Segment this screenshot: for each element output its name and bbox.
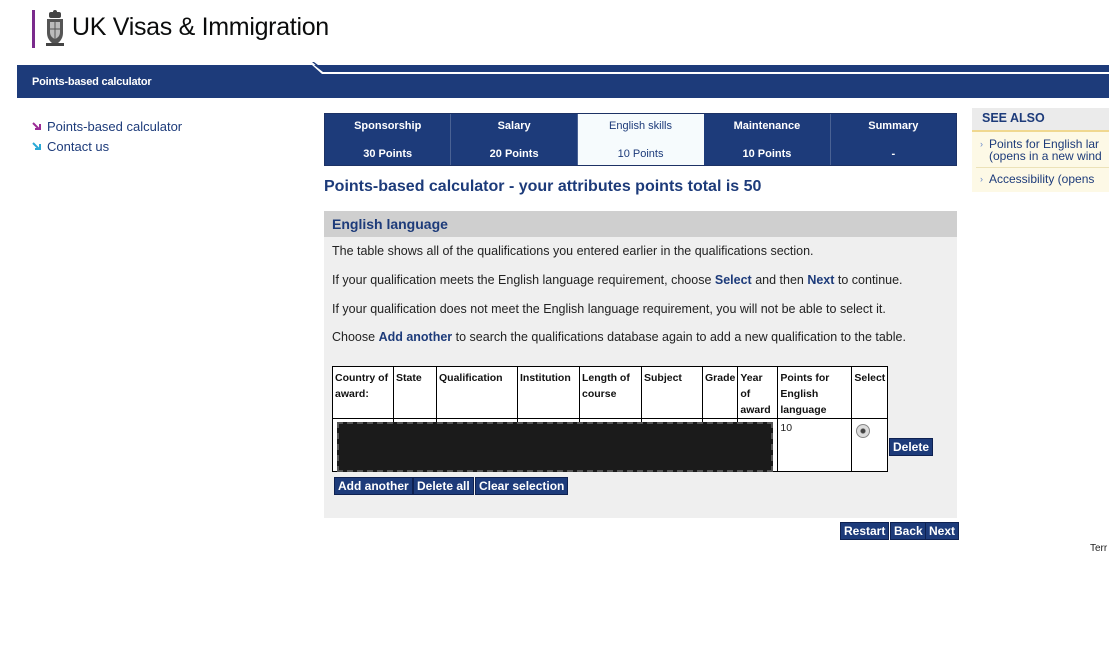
step-name: English skills: [609, 120, 672, 132]
add-another-button[interactable]: Add another: [334, 477, 413, 495]
instruction-text: If your qualification does not meet the English language requirement, you will not be able to select it.: [332, 302, 886, 316]
clear-selection-button[interactable]: Clear selection: [475, 477, 568, 495]
brand-divider: [32, 10, 35, 48]
restart-button[interactable]: Restart: [840, 522, 889, 540]
instruction-text: Choose Add another to search the qualifications database again to add a new qualification to the table.: [332, 330, 906, 344]
chevron-right-icon: ›: [980, 139, 983, 149]
step-points: 30 Points: [363, 148, 413, 160]
column-header: Select: [852, 367, 888, 419]
step-summary[interactable]: [831, 114, 956, 165]
column-header: Grade: [703, 367, 738, 419]
delete-all-button[interactable]: Delete all: [413, 477, 474, 495]
step-sponsorship[interactable]: [325, 114, 451, 165]
see-also-box: [972, 108, 1109, 192]
banner-label: Points-based calculator: [32, 76, 152, 88]
step-points: 10 Points: [617, 148, 664, 160]
step-points: 20 Points: [489, 148, 539, 160]
instruction-text: The table shows all of the qualifications you entered earlier in the qualifications section.: [332, 244, 814, 258]
column-header: Qualification: [437, 367, 518, 419]
step-name: Salary: [497, 120, 531, 132]
footer-terms-link[interactable]: Terr: [1090, 543, 1108, 554]
royal-crest-icon: [42, 9, 68, 49]
select-radio[interactable]: [856, 424, 870, 438]
column-header: Subject: [642, 367, 703, 419]
column-header: Country of award:: [333, 367, 394, 419]
redacted-area: [337, 422, 773, 472]
see-also-link[interactable]: › Points for English lar (opens in a new wind: [980, 138, 1102, 163]
arrow-down-right-icon: [32, 141, 42, 151]
delete-row-button[interactable]: Delete: [889, 438, 933, 456]
step-english-skills[interactable]: [578, 114, 704, 165]
nav-item-points-calculator[interactable]: [32, 116, 182, 136]
column-header: Length of course: [580, 367, 642, 419]
step-points: -: [891, 148, 896, 160]
step-name: Summary: [868, 120, 919, 132]
panel-title: English language: [324, 211, 957, 237]
step-points: 10 Points: [742, 148, 792, 160]
arrow-down-right-icon: [32, 121, 42, 131]
chevron-right-icon: ›: [980, 174, 983, 184]
next-button[interactable]: Next: [925, 522, 959, 540]
step-name: Maintenance: [733, 120, 801, 132]
header-banner: [0, 62, 1109, 98]
column-header: Institution: [518, 367, 580, 419]
see-also-link[interactable]: › Accessibility (opens: [980, 173, 1095, 186]
step-maintenance[interactable]: [704, 114, 830, 165]
table-header-row: [333, 367, 888, 419]
page-title: Points-based calculator - your attributes points total is 50: [324, 178, 762, 195]
site-title[interactable]: UK Visas & Immigration: [72, 13, 329, 41]
column-header: State: [394, 367, 437, 419]
column-header: Year of award: [738, 367, 778, 419]
step-name: Sponsorship: [354, 120, 422, 132]
see-also-title: SEE ALSO: [972, 108, 1109, 132]
nav-item-contact-us[interactable]: [32, 136, 182, 156]
step-salary[interactable]: [451, 114, 577, 165]
back-button[interactable]: Back: [890, 522, 927, 540]
left-nav: [32, 116, 182, 156]
nav-item-label[interactable]: Contact us: [47, 138, 110, 154]
column-header: Points for English language: [778, 367, 852, 419]
english-language-panel: [324, 211, 957, 518]
english-points-cell: 10: [778, 419, 852, 472]
instruction-text: If your qualification meets the English language requirement, choose Select and then Next to continue.: [332, 273, 903, 287]
divider: [976, 167, 1109, 168]
nav-item-label[interactable]: Points-based calculator: [47, 118, 183, 134]
progress-steps: [324, 113, 957, 166]
